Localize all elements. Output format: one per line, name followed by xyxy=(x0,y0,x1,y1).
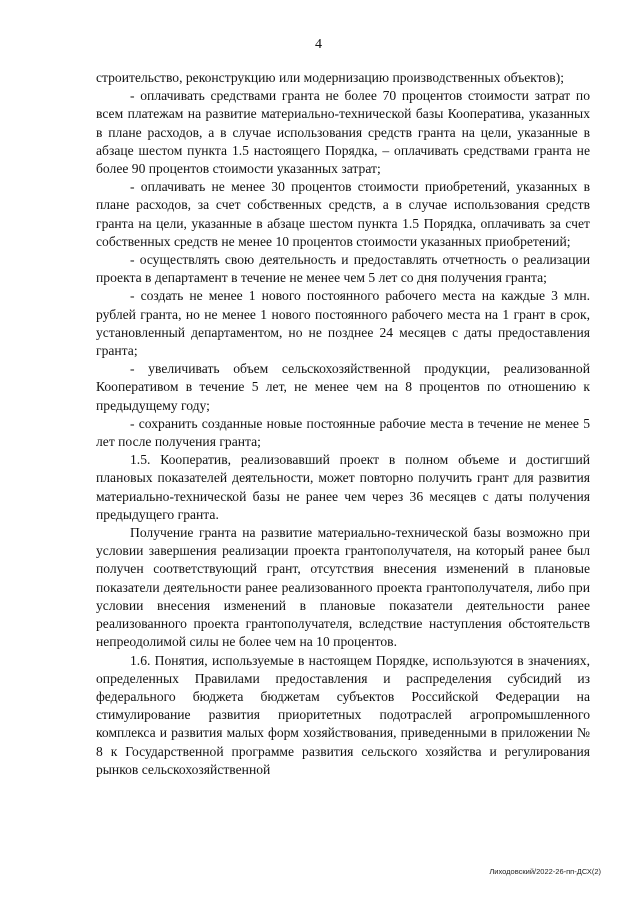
list-item-grant-funds-70-percent: - оплачивать средствами гранта не более 70 процентов стоимости затрат по всем платежам на развитие материально-технической базы Кооператива, указанных в плане расходов, а в случае использования средств гранта на цели, указанные в абзаце шестом пункта 1.5 настоящего Порядка, – оплачивать средствами гранта не более 90 процентов стоимости указанных затрат; xyxy=(96,88,590,177)
list-item-create-jobs: - создать не менее 1 нового постоянного рабочего места на каждые 3 млн. рублей гранта, но не менее 1 нового постоянного рабочего места на 1 грант в срок, установленный департаментом, но не позднее 24 месяцев с даты предоставления гранта; xyxy=(96,288,590,359)
list-item-own-funds-30-percent: - оплачивать не менее 30 процентов стоимости приобретений, указанных в плане расходов, за счет собственных средств, а в случае использования средств гранта на цели, указанные в абзаце шестом пункта 1.5 Порядка, оплачивать за счет собственных средств не менее 10 процентов стоимости указанных приобретений; xyxy=(96,179,590,249)
paragraph-grant-conditions: Получение гранта на развитие материально-технической базы возможно при условии завершения реализации проекта грантополучателя, на который ранее был получен соответствующий грант, отсутствия внесения изменений в плановые показатели деятельности ранее реализованного проекта грантополучателя, либо при условии внесения изменений в плановые показатели деятельности ранее реализованного проекта грантополучателя, вследствие наступления обстоятельств непреодолимой силы не более чем на 10 процентов. xyxy=(96,525,590,650)
paragraph-1-6: 1.6. Понятия, используемые в настоящем Порядке, используются в значениях, определенных Правилами предоставления и распределения субсидий из федерального бюджета бюджетам субъектов Российской Федерации на стимулирование развития приоритетных подотраслей агропромышленного комплекса и развития малых форм хозяйствования, приведенными в приложении № 8 к Государственной программе развития сельского хозяйства и регулирования рынков сельскохозяйственной xyxy=(96,652,590,777)
paragraph-continuation: строительство, реконструкцию или модернизацию производственных объектов); xyxy=(96,70,565,85)
page-number: 4 xyxy=(315,37,322,52)
list-item-keep-jobs: - сохранить созданные новые постоянные рабочие места в течение не менее 5 лет после получения гранта; xyxy=(96,415,590,450)
document-body xyxy=(96,69,590,779)
footer-document-code: Лиходовский/2022-26-пп-ДСХ(2) xyxy=(489,867,601,876)
paragraph-1-5: 1.5. Кооператив, реализовавший проект в полном объеме и достигший плановых показателей деятельности, может повторно получить грант для развития материально-технической базы не ранее чем через 36 месяцев с даты получения предыдущего гранта. xyxy=(96,452,590,522)
list-item-increase-production: - увеличивать объем сельскохозяйственной продукции, реализованной Кооперативом в течение 5 лет, не менее чем на 8 процентов по отношению к предыдущему году; xyxy=(96,361,590,413)
list-item-reporting-5-years: - осуществлять свою деятельность и предоставлять отчетность о реализации проекта в департамент в течение не менее чем 5 лет со дня получения гранта; xyxy=(96,252,590,286)
